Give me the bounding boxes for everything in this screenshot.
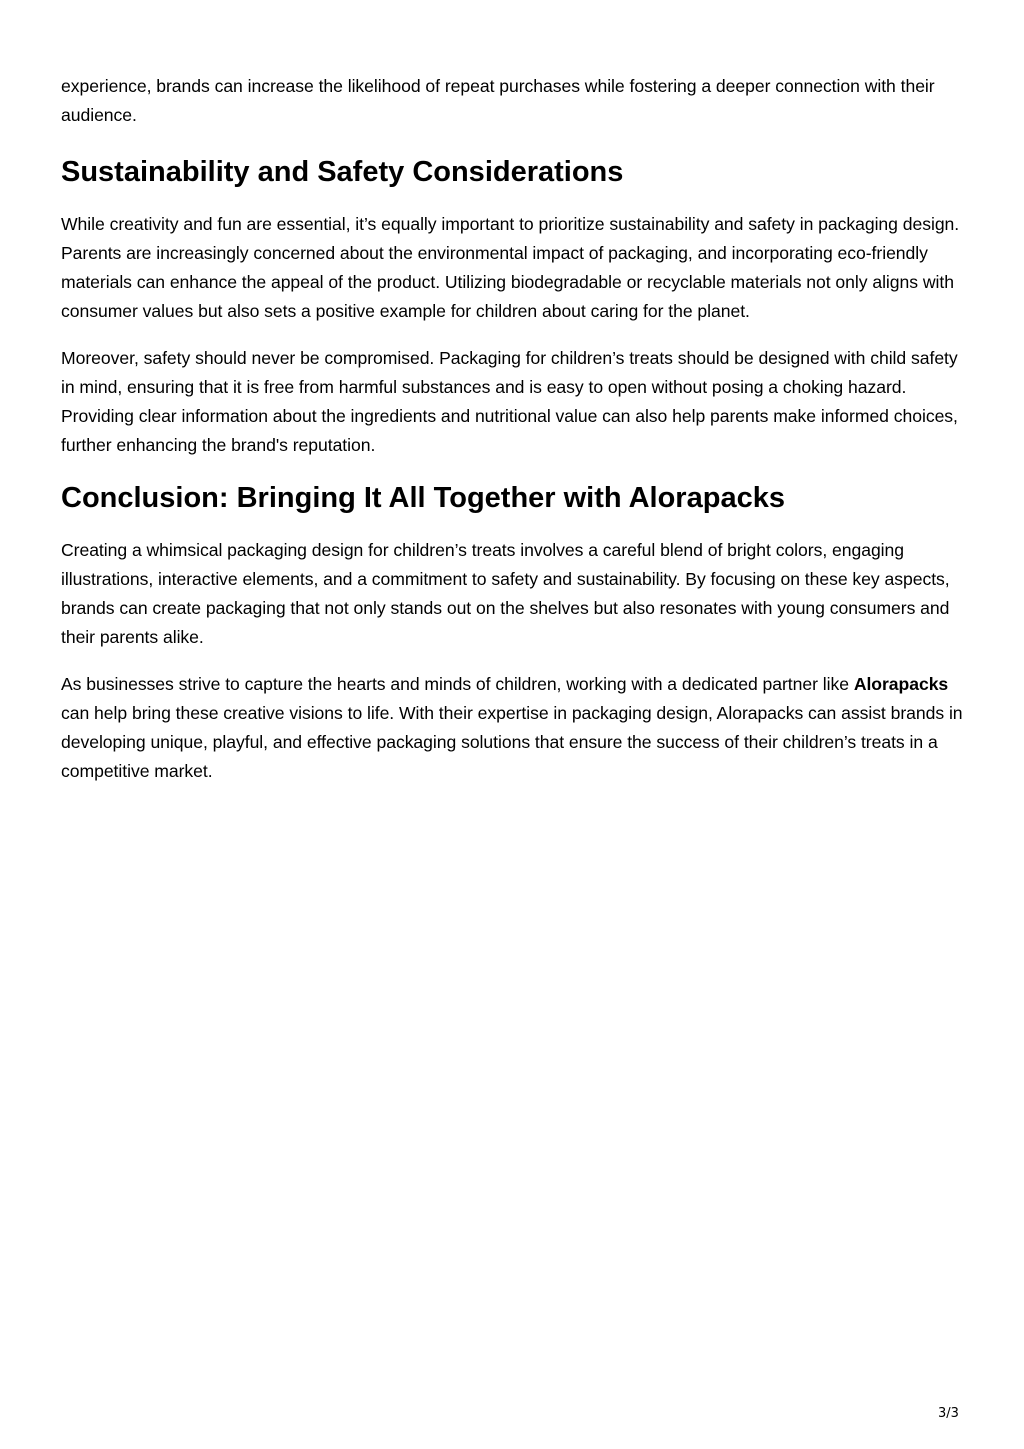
intro-paragraph: experience, brands can increase the likelihood of repeat purchases while fostering a deeper connection with their audience.: [61, 76, 935, 125]
brand-name-bold: Alorapacks: [853, 674, 949, 694]
sustainability-paragraph-2: Moreover, safety should never be compromised. Packaging for children’s treats should be designed with child safety in mind, ensuring that it is free from harmful substances and is easy to open without posing a choking hazard. Providing clear information about the ingredients and nutritional value can also help parents make informed choices, further enhancing the brand's reputation.: [61, 348, 958, 455]
sustainability-paragraph-1: While creativity and fun are essential, it’s equally important to prioritize sustainability and safety in packaging design. Parents are increasingly concerned about the environmental impact of packaging, and incorporating eco-friendly materials can enhance the appeal of the product. Utilizing biodegradable or recyclable materials not only aligns with consumer values but also sets a positive example for children about caring for the planet.: [61, 214, 960, 321]
conclusion-paragraph-2-lead: As businesses strive to capture the hearts and minds of children, working with a dedicated partner like: [61, 674, 854, 694]
conclusion-paragraph-1: Creating a whimsical packaging design for children’s treats involves a careful blend of bright colors, engaging illustrations, interactive elements, and a commitment to safety and sustainability. By focusing on these key aspects, brands can create packaging that not only stands out on the shelves but also resonates with young consumers and their parents alike.: [61, 540, 950, 647]
conclusion-paragraph-2: [61, 670, 966, 786]
section-heading-conclusion: Conclusion: Bringing It All Together with Alorapacks: [61, 482, 785, 514]
page-number: 3/3: [938, 1406, 959, 1421]
section-heading-sustainability: Sustainability and Safety Considerations: [61, 156, 624, 188]
conclusion-paragraph-2-tail: can help bring these creative visions to life. With their expertise in packaging design, Alorapacks can assist brands in developing unique, playful, and effective packaging solutions that ensure the success of their children’s treats in a competitive market.: [61, 703, 963, 781]
document-body: [61, 72, 966, 804]
